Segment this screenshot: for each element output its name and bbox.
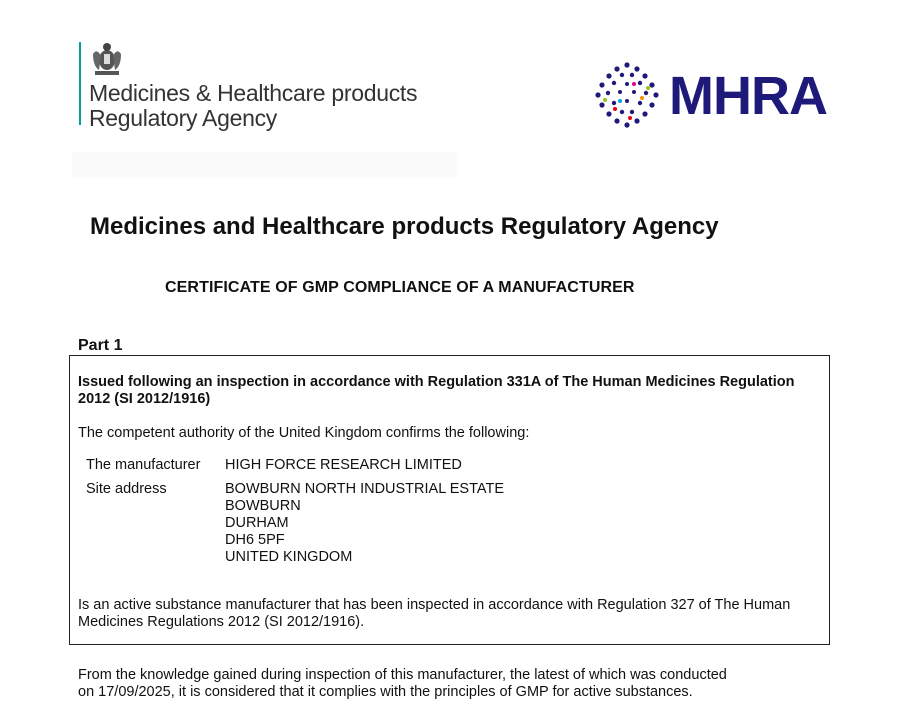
issued-line-2: 2012 (SI 2012/1916)	[78, 391, 211, 407]
document-title: Medicines and Healthcare products Regulatory Agency	[90, 213, 719, 240]
agency-logo-line1: Medicines & Healthcare products	[89, 80, 418, 106]
part-label: Part 1	[78, 337, 123, 354]
logo-divider	[79, 42, 81, 125]
statement-line-1: Is an active substance manufacturer that has been inspected in accordance with Regulation 327 of The Human	[78, 597, 791, 613]
site-address-line: DH6 5PF	[225, 532, 285, 548]
manufacturer-value: HIGH FORCE RESEARCH LIMITED	[225, 457, 462, 473]
mhra-dots-icon	[592, 60, 662, 130]
mhra-wordmark: MHRA	[669, 66, 827, 126]
agency-logo-line2: Regulatory Agency	[89, 105, 277, 131]
site-address-line: DURHAM	[225, 515, 289, 531]
site-address-line: BOWBURN	[225, 498, 301, 514]
certificate-subtitle: CERTIFICATE OF GMP COMPLIANCE OF A MANUFACTURER	[165, 279, 635, 296]
confirms-text: The competent authority of the United Kingdom confirms the following:	[78, 425, 530, 441]
footer-line-1: From the knowledge gained during inspection of this manufacturer, the latest of which was conducted	[78, 667, 727, 683]
site-address-label: Site address	[86, 481, 167, 497]
faint-band	[72, 152, 457, 178]
royal-crest-icon	[89, 40, 125, 78]
site-address-line: UNITED KINGDOM	[225, 549, 353, 565]
statement-line-2: Medicines Regulations 2012 (SI 2012/1916).	[78, 614, 365, 630]
footer-line-2: on 17/09/2025, it is considered that it complies with the principles of GMP for active substances.	[78, 684, 693, 700]
site-address-block	[225, 481, 504, 566]
manufacturer-label: The manufacturer	[86, 457, 201, 473]
site-address-line: BOWBURN NORTH INDUSTRIAL ESTATE	[225, 481, 505, 497]
issued-line-1: Issued following an inspection in accordance with Regulation 331A of The Human Medicines Regulation	[78, 374, 795, 390]
